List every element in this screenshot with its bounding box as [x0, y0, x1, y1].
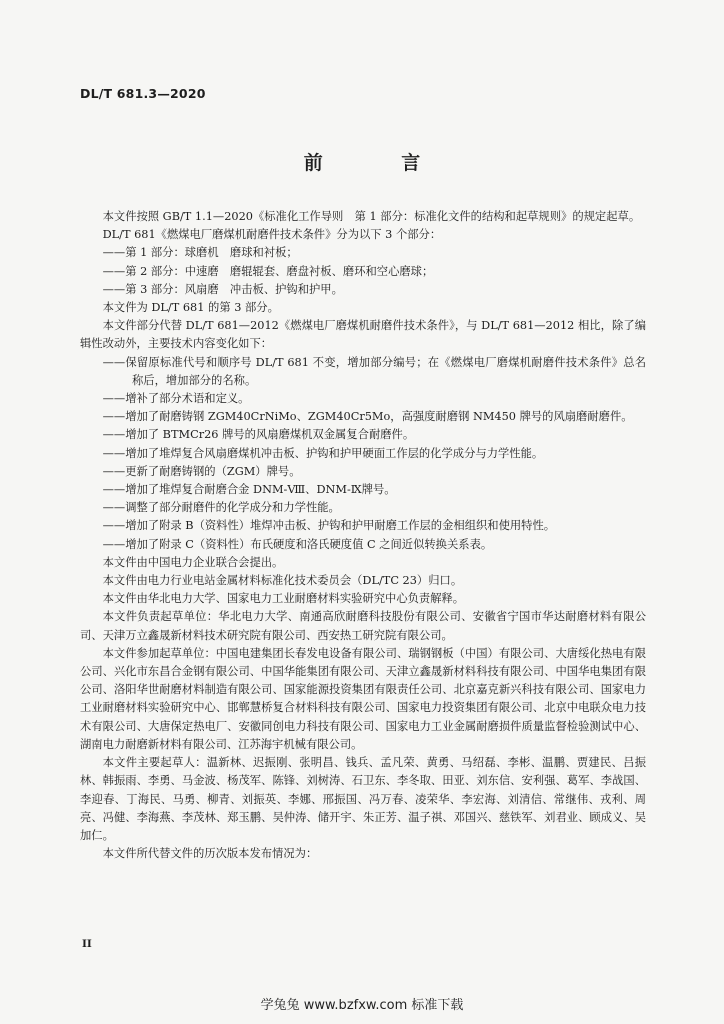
paragraph: 本文件由华北电力大学、国家电力工业耐磨材料实验研究中心负责解释。: [102, 592, 465, 606]
list-item: ——第 3 部分：风扇磨 冲击板、护钩和护甲。: [102, 282, 343, 296]
paragraph: 本文件由中国电力企业联合会提出。: [102, 555, 284, 569]
list-item: ——增加了附录 B（资料性）堆焊冲击板、护钩和护甲耐磨工作层的金相组织和使用特性。: [102, 519, 556, 533]
foreword-body: [80, 208, 646, 863]
paragraph: 本文件为 DL/T 681 的第 3 部分。: [102, 301, 279, 315]
list-item: ——增加了 BTMCr26 牌号的风扇磨煤机双金属复合耐磨件。: [102, 428, 415, 442]
list-item: ——保留原标准代号和顺序号 DL/T 681 不变，增加部分编号；在《燃煤电厂磨煤机耐磨件技术条件》总名称后，增加部分的名称。: [102, 355, 646, 387]
list-item: ——增加了附录 C（资料性）布氏硬度和洛氏硬度值 C 之间近似转换关系表。: [102, 537, 493, 551]
paragraph: 本文件参加起草单位：中国电建集团长春发电设备有限公司、瑞钢钢板（中国）有限公司、大唐绥化热电有限公司、兴化市东昌合金钢有限公司、中国华能集团有限公司、天津立鑫晟新材料科技有限公司、中国华电集团有限公司、洛阳华世耐磨材料制造有限公司、国家能源投资集团有限责任公司、北京嘉克新兴科技有限公司、国家电力工业耐磨材料实验研究中心、邯郸慧桥复合材料科技有限公司、国家电力投资集团有限公司、北京中电联众电力技术有限公司、大唐保定热电厂、安徽同创电力科技有限公司、国家电力工业金属耐磨损件质量监督检验测试中心、湖南电力耐磨新材料有限公司、江苏海宇机械有限公司。: [80, 646, 646, 751]
list-item: ——增加了耐磨铸钢 ZGM40CrNiMo、ZGM40Cr5Mo，高强度耐磨钢 NM450 牌号的风扇磨耐磨件。: [102, 410, 633, 424]
paragraph: 本文件负责起草单位：华北电力大学、南通高欣耐磨科技股份有限公司、安徽省宁国市华达耐磨材料有限公司、天津万立鑫晟新材料技术研究院有限公司、西安热工研究院有限公司。: [80, 610, 646, 642]
list-item: ——增加了堆焊复合耐磨合金 DNM-Ⅷ、DNM-Ⅸ牌号。: [102, 483, 396, 497]
document-code: DL/T 681.3—2020: [80, 86, 206, 101]
list-item: ——增补了部分术语和定义。: [102, 392, 250, 406]
paragraph: 本文件所代替文件的历次版本发布情况为：: [102, 847, 318, 861]
paragraph: 本文件按照 GB/T 1.1—2020《标准化工作导则 第 1 部分：标准化文件的结构和起草规则》的规定起草。: [102, 210, 641, 223]
paragraph: 本文件主要起草人：温新林、迟振刚、张明昌、钱兵、孟凡荣、黄勇、马绍磊、李彬、温鹏、贾建民、吕振林、韩振雨、李勇、马金波、杨茂军、陈锋、刘树涛、石卫东、李冬取、田亚、刘东信、安利强、葛军、李战国、李迎春、丁海民、马勇、柳青、刘振英、李娜、邢振国、冯万春、凌荣华、李宏海、刘清信、常继伟、戎利、周亮、冯健、李海燕、李茂林、郑玉鹏、吴仲涛、储开宇、朱正芳、温子祺、邓国兴、慈铁军、刘君业、顾成义、吴加仁。: [80, 756, 646, 842]
list-item: ——更新了耐磨铸钢的（ZGM）牌号。: [102, 464, 301, 478]
paragraph: 本文件部分代替 DL/T 681—2012《燃煤电厂磨煤机耐磨件技术条件》，与 DL/T 681—2012 相比，除了编辑性改动外，主要技术内容变化如下：: [80, 319, 646, 351]
list-item: ——第 1 部分：球磨机 磨球和衬板；: [102, 246, 298, 260]
paragraph: 本文件由电力行业电站金属材料标准化技术委员会（DL/TC 23）归口。: [102, 574, 463, 588]
list-item: ——增加了堆焊复合风扇磨煤机冲击板、护钩和护甲硬面工作层的化学成分与力学性能。: [102, 446, 544, 460]
paragraph: DL/T 681《燃煤电厂磨煤机耐磨件技术条件》分为以下 3 个部分：: [102, 228, 442, 242]
watermark-text: 学兔兔 www.bzfxw.com 标准下载: [260, 998, 464, 1013]
page-title: 前 言: [303, 152, 457, 174]
list-item: ——第 2 部分：中速磨 磨辊辊套、磨盘衬板、磨环和空心磨球；: [102, 264, 434, 278]
page-number: II: [82, 938, 92, 950]
list-item: ——调整了部分耐磨件的化学成分和力学性能。: [102, 501, 340, 515]
